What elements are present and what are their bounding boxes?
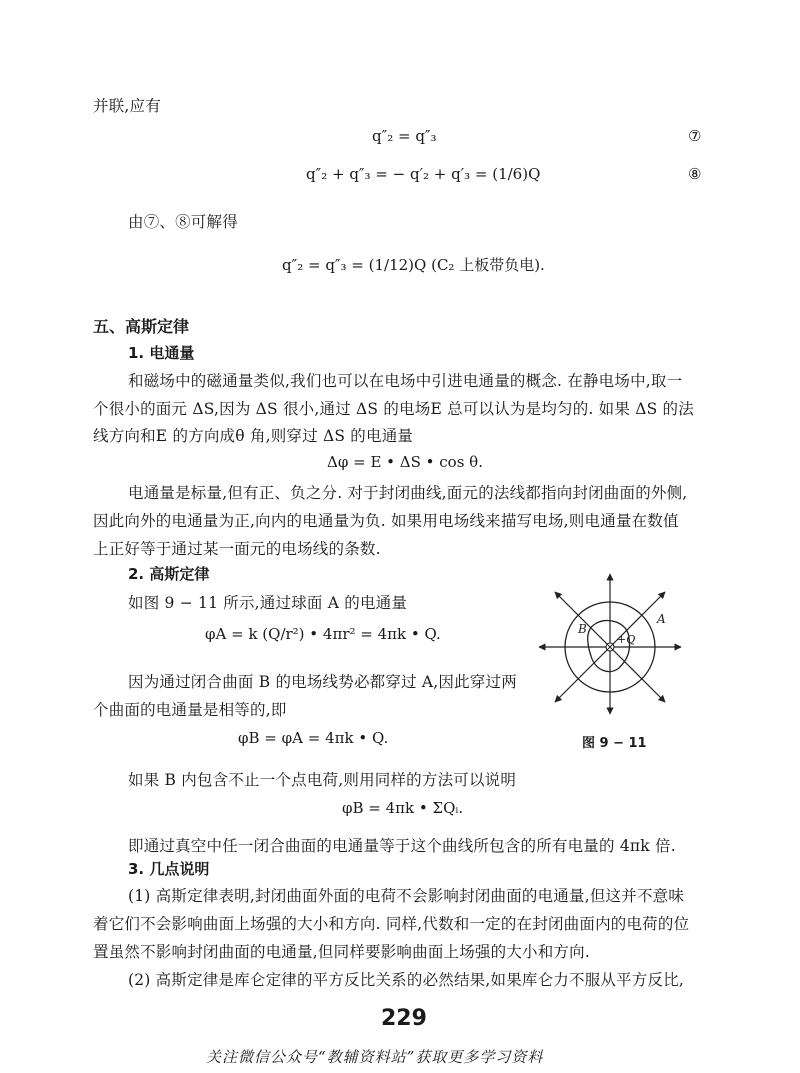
equation-7-number: ⑦: [688, 127, 702, 145]
equation-8: q″₂ + q″₃ = − q′₂ + q′₃ = (1/6)Q: [306, 165, 541, 183]
phiA-equation: φA = k (Q/r²) • 4πr² = 4πk • Q.: [205, 625, 441, 643]
paragraph-7-line-1: (1) 高斯定律表明,封闭曲面外面的电荷不会影响封闭曲面的电通量,但这并不意味: [128, 887, 685, 905]
paragraph-8-line-1: (2) 高斯定律是库仑定律的平方反比关系的必然结果,如果库仑力不服从平方反比,: [128, 971, 685, 989]
paragraph-2-line-1: 电通量是标量,但有正、负之分. 对于封闭曲线,面元的法线都指向封闭曲面的外侧,: [128, 484, 688, 502]
paragraph-1-line-1: 和磁场中的磁通量类似,我们也可以在电场中引进电通量的概念. 在静电场中,取一: [128, 372, 683, 390]
solve-line: 由⑦、⑧可解得: [128, 213, 238, 231]
paragraph-2-line-3: 上正好等于通过某一面元的电场线的条数.: [93, 540, 381, 558]
label-Q: +Q: [617, 633, 636, 646]
intro-line: 并联,应有: [93, 97, 161, 115]
flux-equation: Δφ = E • ΔS • cos θ.: [327, 453, 483, 471]
equation-7: q″₂ = q″₃: [372, 127, 437, 145]
section-title: 五、高斯定律: [93, 317, 190, 336]
label-A: A: [657, 612, 666, 626]
sum-equation: φB = 4πk • ΣQᵢ.: [342, 799, 464, 817]
paragraph-4-line-1: 因为通过闭合曲面 B 的电场线势必都穿过 A,因此穿过两: [128, 673, 517, 691]
paragraph-4-line-2: 个曲面的电通量是相等的,即: [93, 701, 287, 719]
subsection-3-title: 3. 几点说明: [128, 860, 210, 878]
paragraph-7-line-3: 置虽然不影响封闭曲面的电通量,但同样要影响曲面上场强的大小和方向.: [93, 943, 590, 961]
label-B: B: [578, 622, 587, 636]
paragraph-1-line-2: 个很小的面元 ΔS,因为 ΔS 很小,通过 ΔS 的电场E 总可以认为是均匀的. 如果 ΔS 的法: [93, 400, 694, 418]
subsection-1-title: 1. 电通量: [128, 344, 195, 362]
equation-8-number: ⑧: [688, 165, 702, 183]
phiB-equation: φB = φA = 4πk • Q.: [238, 729, 389, 747]
paragraph-7-line-2: 着它们不会影响曲面上场强的大小和方向. 同样,代数和一定的在封闭曲面内的电荷的位: [93, 915, 690, 933]
paragraph-5-line-1: 如果 B 内包含不止一个点电荷,则用同样的方法可以说明: [128, 771, 517, 789]
subsection-2-title: 2. 高斯定律: [128, 565, 210, 583]
paragraph-3-line-1: 如图 9 − 11 所示,通过球面 A 的电通量: [128, 594, 408, 612]
figure-9-11: [533, 568, 683, 718]
page-number: 229: [381, 1006, 427, 1031]
paragraph-6-line-1: 即通过真空中任一闭合曲面的电通量等于这个曲线所包含的所有电量的 4πk 倍.: [128, 837, 676, 855]
paragraph-1-line-3: 线方向和E 的方向成θ 角,则穿过 ΔS 的电通量: [93, 427, 414, 445]
figure-caption: 图 9 − 11: [582, 736, 647, 751]
footer-note: 关注微信公众号“教辅资料站”获取更多学习资料: [206, 1048, 544, 1066]
paragraph-2-line-2: 因此向外的电通量为正,向内的电通量为负. 如果用电场线来描写电场,则电通量在数值: [93, 512, 679, 530]
result-equation: q″₂ = q″₃ = (1/12)Q (C₂ 上板带负电).: [282, 256, 545, 274]
